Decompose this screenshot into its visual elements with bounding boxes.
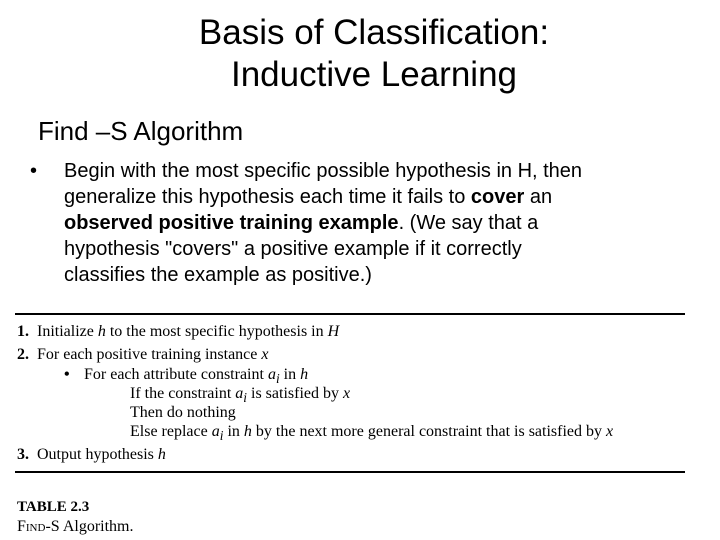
if-text: If the constraint <box>130 385 232 402</box>
step-1-line <box>37 323 339 341</box>
var-x: x <box>343 385 351 402</box>
then-line: Then do nothing <box>130 404 236 421</box>
step-1-number: 1. <box>17 323 29 340</box>
bullet-dot-icon: • <box>30 160 38 182</box>
bullet-line-4: hypothesis "covers" a positive example if it correctly <box>64 238 522 260</box>
bullet-line-2-end: an <box>529 186 553 208</box>
table-number: TABLE 2.3 <box>17 499 90 515</box>
var-i: i <box>275 371 280 387</box>
bullet-line-2-text: generalize this hypothesis each time it fails to <box>64 186 466 208</box>
bullet-line-3-end: . (We say that a <box>398 212 539 234</box>
var-x: x <box>606 423 614 440</box>
bullet-term-cover: cover <box>470 186 525 208</box>
step-2-line <box>37 346 269 364</box>
bullet-line-1: Begin with the most specific possible hypothesis in H, then <box>64 160 583 182</box>
table-name <box>17 517 133 536</box>
step-3-line <box>37 446 166 464</box>
var-i: i <box>219 428 224 444</box>
bullet-term-observed-positive: observed positive training example <box>64 212 399 234</box>
sub-bullet-text: For each attribute constraint <box>84 366 264 383</box>
step-1-text: Initialize <box>37 323 94 340</box>
else-text: Else replace <box>130 423 208 440</box>
var-H: H <box>327 323 340 340</box>
if-text-2: is satisfied by <box>251 385 339 402</box>
else-text-2: in <box>227 423 240 440</box>
var-h: h <box>243 423 252 440</box>
step-3-number: 3. <box>17 446 29 463</box>
step-1-text-2: to the most specific hypothesis in <box>109 323 324 340</box>
sub-bullet-text-2: in <box>283 366 297 383</box>
bullet-line-5: classifies the example as positive.) <box>64 264 372 286</box>
slide-subtitle: Find –S Algorithm <box>38 116 244 146</box>
step-2-number: 2. <box>17 346 29 363</box>
else-text-3: by the next more general constraint that is satisfied by <box>255 423 603 440</box>
table-name-smallcaps: Find-S <box>17 518 60 535</box>
sub-bullet-dot-icon: • <box>64 366 70 383</box>
var-h: h <box>157 446 166 463</box>
var-a: a <box>235 385 244 402</box>
step-2-text: For each positive training instance <box>37 346 258 363</box>
table-bottom-rule <box>15 471 685 473</box>
table-caption <box>17 498 133 536</box>
var-x: x <box>261 346 269 363</box>
slide-title-line-2: Inductive Learning <box>230 55 518 94</box>
var-h: h <box>300 366 309 383</box>
var-a: a <box>267 366 276 383</box>
slide-title-line-1: Basis of Classification: <box>198 13 550 52</box>
table-name-rest: Algorithm. <box>62 518 134 535</box>
var-h: h <box>97 323 106 340</box>
var-i: i <box>243 390 247 406</box>
step-3-text: Output hypothesis <box>37 446 154 463</box>
else-line <box>130 423 613 445</box>
var-a: a <box>211 423 220 440</box>
